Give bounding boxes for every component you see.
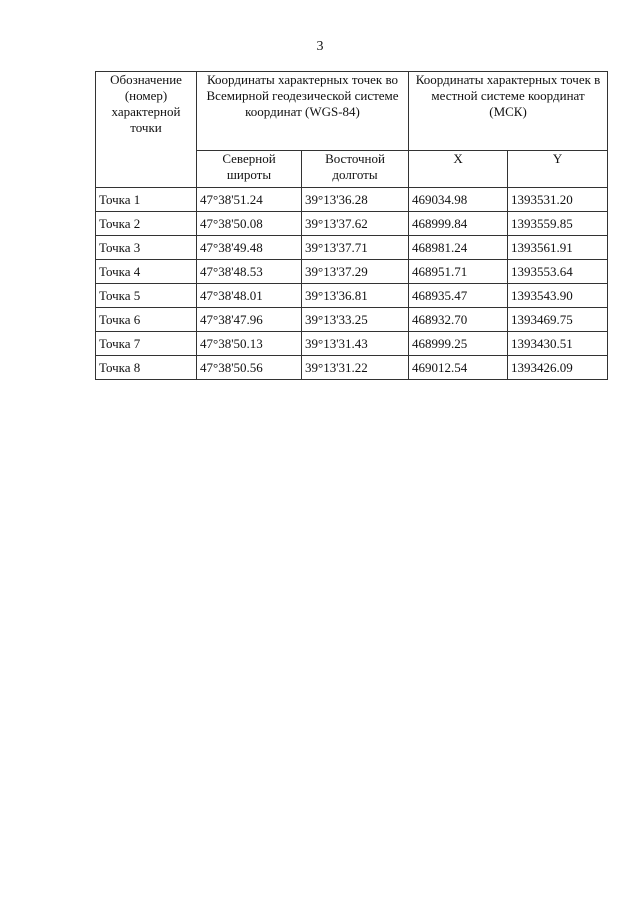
- table-row: [96, 188, 608, 212]
- header-north: Северной широты: [197, 151, 302, 188]
- point-x: 468981.24: [409, 236, 508, 260]
- header-msk: Координаты характерных точек в местной системе координат (МСК): [409, 72, 608, 151]
- point-name: Точка 6: [96, 308, 197, 332]
- point-y: 1393553.64: [508, 260, 608, 284]
- table-header: [96, 72, 608, 188]
- point-name: Точка 3: [96, 236, 197, 260]
- point-lat: 47°38'48.01: [197, 284, 302, 308]
- point-lat: 47°38'51.24: [197, 188, 302, 212]
- point-y: 1393559.85: [508, 212, 608, 236]
- point-y: 1393430.51: [508, 332, 608, 356]
- point-lon: 39°13'36.28: [302, 188, 409, 212]
- point-x: 468999.25: [409, 332, 508, 356]
- point-lat: 47°38'50.13: [197, 332, 302, 356]
- point-x: 469034.98: [409, 188, 508, 212]
- table-row: [96, 236, 608, 260]
- point-lon: 39°13'36.81: [302, 284, 409, 308]
- point-name: Точка 2: [96, 212, 197, 236]
- point-y: 1393543.90: [508, 284, 608, 308]
- point-y: 1393561.91: [508, 236, 608, 260]
- page-number: 3: [316, 39, 324, 54]
- point-x: 469012.54: [409, 356, 508, 380]
- header-row-main: [96, 72, 608, 151]
- header-east: Восточной долготы: [302, 151, 409, 188]
- point-lon: 39°13'37.71: [302, 236, 409, 260]
- point-name: Точка 8: [96, 356, 197, 380]
- table-row: [96, 284, 608, 308]
- point-x: 468935.47: [409, 284, 508, 308]
- header-y: Y: [508, 151, 608, 188]
- point-lon: 39°13'31.43: [302, 332, 409, 356]
- coordinates-table: [95, 71, 608, 380]
- table-row: [96, 332, 608, 356]
- point-y: 1393531.20: [508, 188, 608, 212]
- point-name: Точка 7: [96, 332, 197, 356]
- point-y: 1393469.75: [508, 308, 608, 332]
- table-row: [96, 260, 608, 284]
- point-x: 468951.71: [409, 260, 508, 284]
- table-row: [96, 356, 608, 380]
- table-row: [96, 308, 608, 332]
- point-name: Точка 1: [96, 188, 197, 212]
- point-lat: 47°38'50.08: [197, 212, 302, 236]
- point-x: 468932.70: [409, 308, 508, 332]
- header-x: X: [409, 151, 508, 188]
- point-name: Точка 5: [96, 284, 197, 308]
- table-row: [96, 212, 608, 236]
- point-y: 1393426.09: [508, 356, 608, 380]
- point-lat: 47°38'50.56: [197, 356, 302, 380]
- point-lon: 39°13'37.29: [302, 260, 409, 284]
- point-lon: 39°13'31.22: [302, 356, 409, 380]
- point-lat: 47°38'48.53: [197, 260, 302, 284]
- table-body: [96, 188, 608, 380]
- point-lon: 39°13'37.62: [302, 212, 409, 236]
- point-name: Точка 4: [96, 260, 197, 284]
- point-lat: 47°38'49.48: [197, 236, 302, 260]
- point-x: 468999.84: [409, 212, 508, 236]
- point-lat: 47°38'47.96: [197, 308, 302, 332]
- header-wgs: Координаты характерных точек во Всемирной геодезической системе координат (WGS-84): [197, 72, 409, 151]
- header-designation: Обозначение (номер) характерной точки: [96, 72, 197, 188]
- point-lon: 39°13'33.25: [302, 308, 409, 332]
